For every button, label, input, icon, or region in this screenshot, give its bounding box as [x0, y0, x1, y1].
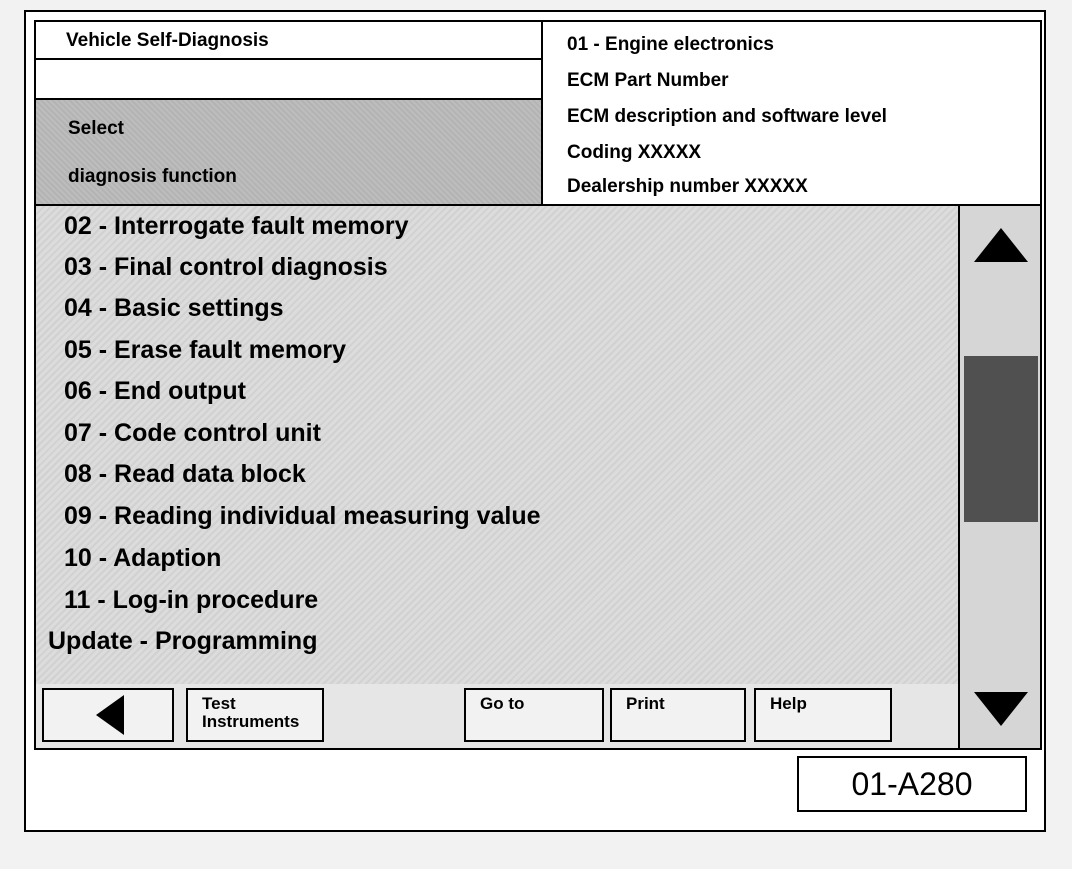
down-triangle-icon[interactable] [974, 692, 1028, 726]
list-item-basic-settings[interactable]: 04 - Basic settings [64, 294, 284, 322]
list-item-erase-fault-memory[interactable]: 05 - Erase fault memory [64, 336, 347, 364]
back-button[interactable] [42, 688, 174, 742]
left-triangle-icon [96, 695, 124, 735]
go-to-label: Go to [480, 694, 525, 713]
list-item-code-control-unit[interactable]: 07 - Code control unit [64, 419, 321, 447]
test-instruments-button[interactable] [186, 688, 324, 742]
go-to-button[interactable] [464, 688, 604, 742]
help-label: Help [770, 694, 807, 713]
prompt-line-1: Select [68, 118, 124, 139]
test-instruments-line-1: Test [202, 694, 236, 713]
list-item-read-data-block[interactable]: 08 - Read data block [64, 460, 306, 488]
figure-code-label: 01-A280 [797, 756, 1027, 812]
up-triangle-icon[interactable] [974, 228, 1028, 262]
list-item-interrogate-fault-memory[interactable]: 02 - Interrogate fault memory [64, 212, 409, 240]
ecm-info-line: 01 - Engine electronics [567, 34, 774, 55]
scrollbar-thumb[interactable] [964, 356, 1038, 522]
ecm-info-line: ECM description and software level [567, 106, 887, 127]
ecm-info-panel [543, 22, 1040, 206]
test-instruments-label [202, 695, 299, 731]
scrollbar[interactable] [958, 206, 1040, 748]
ecm-info-line: Dealership number XXXXX [567, 176, 808, 197]
list-item-reading-measuring-value[interactable]: 09 - Reading individual measuring value [64, 502, 541, 530]
header-spacer [36, 60, 541, 100]
list-item-final-control-diagnosis[interactable]: 03 - Final control diagnosis [64, 253, 388, 281]
window-title: Vehicle Self-Diagnosis [36, 22, 541, 60]
ecm-info-line: ECM Part Number [567, 70, 729, 91]
select-function-prompt [36, 100, 541, 204]
list-item-adaption[interactable]: 10 - Adaption [64, 544, 222, 572]
prompt-line-2: diagnosis function [68, 166, 237, 187]
test-instruments-line-2: Instruments [202, 712, 300, 731]
list-item-end-output[interactable]: 06 - End output [64, 377, 246, 405]
list-item-log-in-procedure[interactable]: 11 - Log-in procedure [64, 586, 319, 614]
ecm-info-line: Coding XXXXX [567, 142, 702, 163]
function-list [36, 206, 958, 684]
print-label: Print [626, 694, 665, 713]
list-item-update-programming[interactable]: Update - Programming [48, 627, 318, 655]
help-button[interactable] [754, 688, 892, 742]
print-button[interactable] [610, 688, 746, 742]
